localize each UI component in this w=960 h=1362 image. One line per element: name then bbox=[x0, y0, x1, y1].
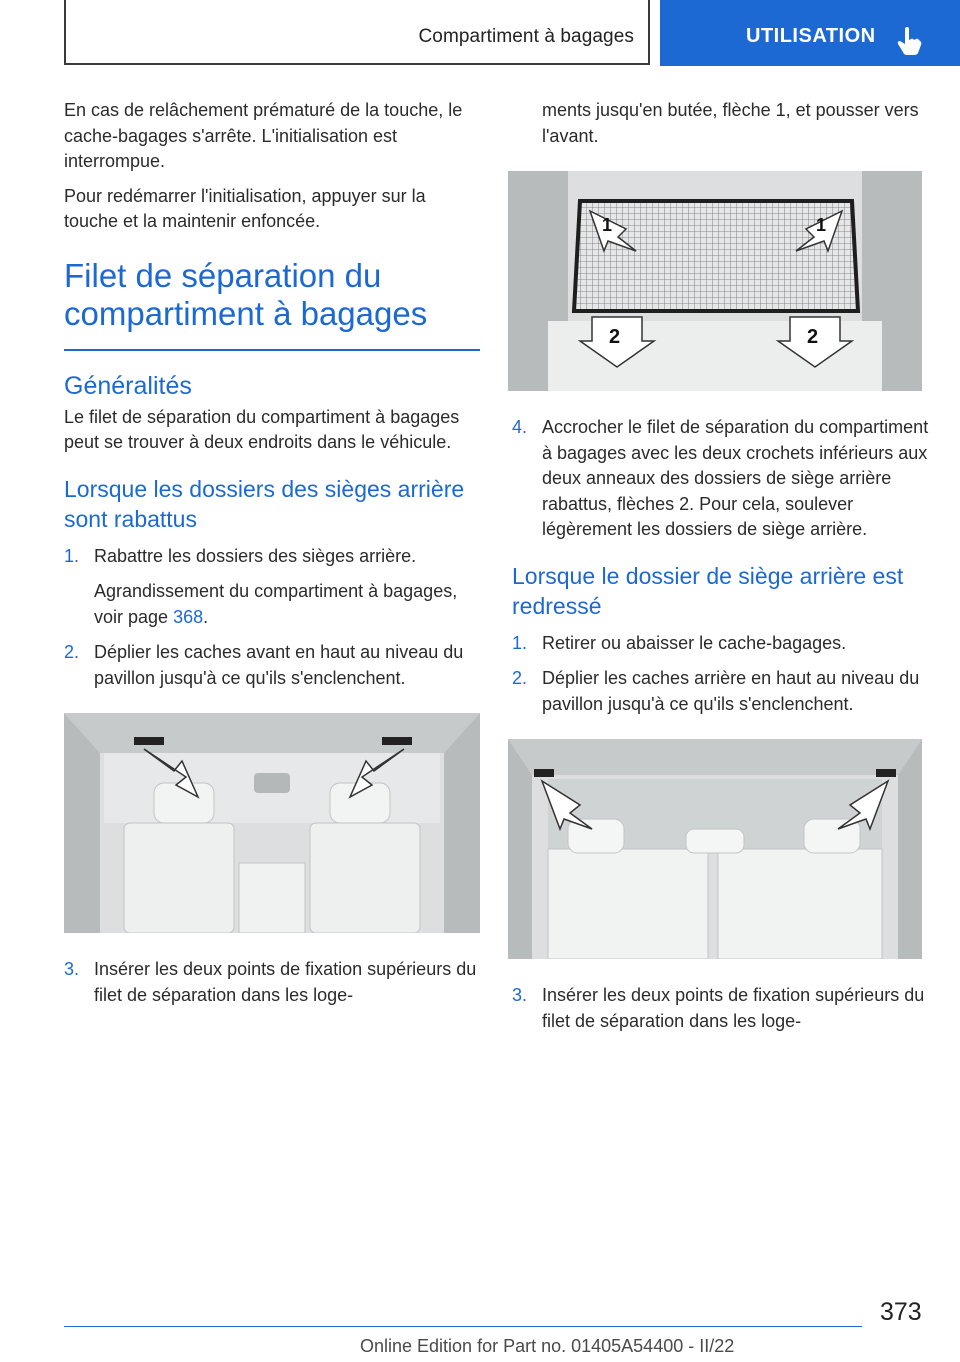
header-left-rule bbox=[64, 0, 66, 64]
header-section-title: Compartiment à bagages bbox=[418, 26, 634, 47]
step-item bbox=[512, 631, 932, 657]
figure-rear-covers bbox=[508, 739, 922, 959]
chapter-title: Filet de séparation du compartiment à bagages bbox=[64, 257, 480, 351]
step-continuation bbox=[64, 579, 480, 630]
figure-covers-unfolded bbox=[64, 713, 480, 933]
intro-paragraph-2: Pour redémarrer l'initialisation, appuyer sur la touche et la maintenir enfoncée. bbox=[64, 185, 426, 231]
step-item bbox=[64, 640, 480, 691]
step-text: Déplier les caches arrière en haut au niveau du pavillon jusqu'à ce qu'ils s'enclenchent. bbox=[542, 668, 920, 714]
header-bottom-rule bbox=[64, 63, 650, 65]
left-column bbox=[64, 98, 480, 1018]
chapter-tab-label: UTILISATION bbox=[746, 25, 876, 47]
right-column bbox=[512, 98, 932, 1044]
figure-partition-net bbox=[508, 171, 922, 391]
hand-pointer-icon bbox=[896, 26, 922, 56]
figure-label: 1 bbox=[816, 215, 827, 235]
figure-label: 2 bbox=[807, 326, 819, 348]
continued-text: ments jusqu'en butée, flèche 1, et pousser vers l'avant. bbox=[542, 100, 919, 146]
header-right-rule bbox=[648, 0, 650, 64]
step-text: Insérer les deux points de fixation supérieurs du filet de séparation dans les loge- bbox=[542, 985, 925, 1031]
page-number: 373 bbox=[880, 1298, 922, 1326]
step-number: 2. bbox=[512, 668, 528, 688]
step-item bbox=[64, 544, 480, 570]
step-item bbox=[64, 957, 480, 1008]
step-text: Déplier les caches avant en haut au niveau du pavillon jusqu'à ce qu'ils s'enclenchent. bbox=[94, 642, 464, 688]
step-item bbox=[512, 666, 932, 717]
generalites-heading: Généralités bbox=[64, 371, 192, 400]
step-number: 3. bbox=[64, 959, 80, 979]
footer-edition: Online Edition for Part no. 01405A54400 - II/22 bbox=[360, 1336, 735, 1356]
step-text: Insérer les deux points de fixation supérieurs du filet de séparation dans les loge- bbox=[94, 959, 477, 1005]
step-cont-suffix: . bbox=[203, 606, 209, 627]
step-item bbox=[512, 983, 932, 1034]
step-cont-text: Agrandissement du compartiment à bagages, voir page bbox=[94, 581, 458, 627]
footer-rule bbox=[64, 1326, 862, 1327]
figure-label: 1 bbox=[602, 215, 613, 235]
intro-paragraph-1: En cas de relâchement prématuré de la touche, le cache-bagages s'arrête. L'initialisation est interrompue. bbox=[64, 100, 463, 171]
generalites-text: Le filet de séparation du compartiment à bagages peut se trouver à deux endroits dans le véhicule. bbox=[64, 406, 460, 452]
page-reference-link[interactable]: 368 bbox=[173, 606, 204, 627]
seats-folded-heading: Lorsque les dossiers des sièges arrière sont rabattus bbox=[64, 475, 465, 532]
figure-label: 2 bbox=[609, 326, 621, 348]
step-text: Accrocher le filet de séparation du compartiment à bagages avec les deux crochets inférieurs aux deux anneaux des dossiers de siège arrière rabattus, flèches 2. Pour cela, soulever légèrement les dossiers de siège arrière. bbox=[542, 417, 929, 539]
step-item bbox=[512, 415, 932, 543]
step-number: 2. bbox=[64, 642, 80, 662]
step-number: 4. bbox=[512, 417, 528, 437]
step-text: Rabattre les dossiers des sièges arrière. bbox=[94, 545, 417, 566]
step-number: 3. bbox=[512, 985, 528, 1005]
seat-upright-heading: Lorsque le dossier de siège arrière est redressé bbox=[512, 562, 904, 619]
step-number: 1. bbox=[512, 632, 528, 653]
step-text: Retirer ou abaisser le cache-bagages. bbox=[542, 632, 847, 653]
step-number: 1. bbox=[64, 545, 80, 566]
